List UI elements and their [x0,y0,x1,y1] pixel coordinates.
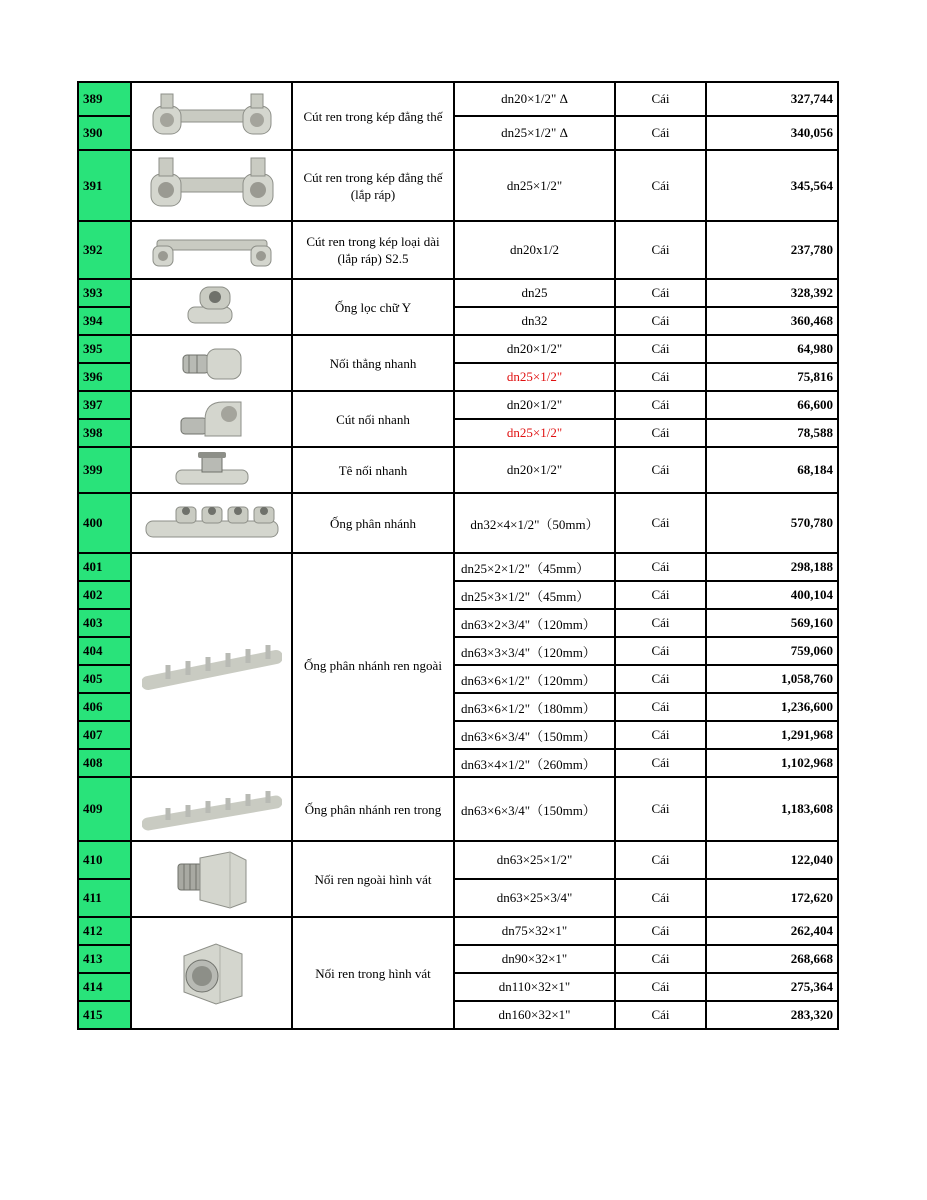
price: 1,236,600 [706,693,838,721]
spec: dn63×25×1/2" [454,841,615,879]
long-double-elbow-icon [147,228,277,272]
row-number: 400 [78,493,131,553]
unit: Cái [615,221,706,279]
row-number: 398 [78,419,131,447]
price: 122,040 [706,841,838,879]
price: 268,668 [706,945,838,973]
unit: Cái [615,307,706,335]
price: 360,468 [706,307,838,335]
unit: Cái [615,493,706,553]
row-number: 389 [78,82,131,116]
spec: dn75×32×1" [454,917,615,945]
price-table [77,81,839,1030]
unit: Cái [615,581,706,609]
unit: Cái [615,879,706,917]
spec: dn63×4×1/2"（260mm） [454,749,615,777]
unit: Cái [615,150,706,221]
row-number: 407 [78,721,131,749]
product-image-cell [131,221,292,279]
product-image-cell [131,391,292,447]
price: 64,980 [706,335,838,363]
product-name: Ống phân nhánh ren trong [292,777,454,841]
spec: dn25×1/2" [454,363,615,391]
price: 400,104 [706,581,838,609]
spec: dn32 [454,307,615,335]
spec: dn20×1/2" [454,335,615,363]
row-number: 413 [78,945,131,973]
product-name: Ống phân nhánh ren ngoài [292,553,454,777]
unit: Cái [615,1001,706,1029]
product-name: Ống lọc chữ Y [292,279,454,335]
unit: Cái [615,917,706,945]
row-number: 405 [78,665,131,693]
table-row [78,777,838,841]
table-row [78,82,838,116]
unit: Cái [615,637,706,665]
row-number: 401 [78,553,131,581]
unit: Cái [615,419,706,447]
male-thread-adapter-icon [172,846,252,912]
row-number: 409 [78,777,131,841]
spec: dn63×2×3/4"（120mm） [454,609,615,637]
unit: Cái [615,693,706,721]
product-image-cell [131,335,292,391]
double-elbow-fitting-icon [147,90,277,142]
price: 172,620 [706,879,838,917]
quick-tee-icon [172,450,252,490]
unit: Cái [615,447,706,493]
product-name: Ống phân nhánh [292,493,454,553]
row-number: 406 [78,693,131,721]
row-number: 402 [78,581,131,609]
table-row [78,553,838,581]
spec: dn63×3×3/4"（120mm） [454,637,615,665]
manifold-pipe-icon [142,499,282,547]
product-image-cell [131,447,292,493]
price: 569,160 [706,609,838,637]
manifold-male-thread-icon [142,635,282,695]
unit: Cái [615,82,706,116]
unit: Cái [615,841,706,879]
row-number: 390 [78,116,131,150]
price: 283,320 [706,1001,838,1029]
price: 1,291,968 [706,721,838,749]
price: 1,183,608 [706,777,838,841]
manifold-female-thread-icon [142,784,282,834]
spec: dn20×1/2" [454,447,615,493]
row-number: 393 [78,279,131,307]
product-name: Cút nối nhanh [292,391,454,447]
row-number: 403 [78,609,131,637]
price: 275,364 [706,973,838,1001]
price: 328,392 [706,279,838,307]
product-name: Nối ren ngoài hình vát [292,841,454,917]
spec: dn32×4×1/2"（50mm） [454,493,615,553]
product-name: Nối thẳng nhanh [292,335,454,391]
spec: dn63×25×3/4" [454,879,615,917]
spec: dn25×2×1/2"（45mm） [454,553,615,581]
row-number: 408 [78,749,131,777]
product-image-cell [131,917,292,1029]
price: 1,102,968 [706,749,838,777]
unit: Cái [615,609,706,637]
row-number: 395 [78,335,131,363]
spec: dn63×6×1/2"（180mm） [454,693,615,721]
product-name: Cút ren trong kép loại dài (lắp ráp) S2.5 [292,221,454,279]
unit: Cái [615,553,706,581]
unit: Cái [615,391,706,419]
unit: Cái [615,363,706,391]
spec: dn25×3×1/2"（45mm） [454,581,615,609]
table-row [78,221,838,279]
unit: Cái [615,749,706,777]
spec: dn25×1/2" Δ [454,116,615,150]
price: 759,060 [706,637,838,665]
table-row [78,279,838,307]
spec: dn25×1/2" [454,419,615,447]
product-image-cell [131,493,292,553]
row-number: 410 [78,841,131,879]
double-elbow-assembled-icon [147,156,277,216]
table-row [78,150,838,221]
table-row [78,447,838,493]
row-number: 397 [78,391,131,419]
spec: dn63×6×3/4"（150mm） [454,721,615,749]
table-row [78,335,838,363]
table-row [78,391,838,419]
unit: Cái [615,335,706,363]
product-name: Cút ren trong kép đẳng thế [292,82,454,150]
product-name: Cút ren trong kép đẳng thế (lắp ráp) [292,150,454,221]
quick-straight-coupling-icon [177,341,247,385]
row-number: 412 [78,917,131,945]
product-image-cell [131,279,292,335]
spec: dn90×32×1" [454,945,615,973]
row-number: 394 [78,307,131,335]
unit: Cái [615,116,706,150]
spec: dn63×6×3/4"（150mm） [454,777,615,841]
price: 75,816 [706,363,838,391]
row-number: 391 [78,150,131,221]
spec: dn25 [454,279,615,307]
product-image-cell [131,841,292,917]
product-image-cell [131,777,292,841]
price: 1,058,760 [706,665,838,693]
row-number: 392 [78,221,131,279]
product-name: Nối ren trong hình vát [292,917,454,1029]
row-number: 411 [78,879,131,917]
product-image-cell [131,150,292,221]
spec: dn110×32×1" [454,973,615,1001]
price: 66,600 [706,391,838,419]
y-strainer-icon [182,283,242,331]
price: 262,404 [706,917,838,945]
female-thread-adapter-icon [172,936,252,1010]
row-number: 404 [78,637,131,665]
unit: Cái [615,973,706,1001]
table-row [78,917,838,945]
price: 298,188 [706,553,838,581]
unit: Cái [615,665,706,693]
price: 237,780 [706,221,838,279]
unit: Cái [615,721,706,749]
unit: Cái [615,777,706,841]
row-number: 399 [78,447,131,493]
price: 345,564 [706,150,838,221]
price: 340,056 [706,116,838,150]
spec: dn160×32×1" [454,1001,615,1029]
price: 68,184 [706,447,838,493]
price: 327,744 [706,82,838,116]
table-row [78,493,838,553]
row-number: 414 [78,973,131,1001]
price: 570,780 [706,493,838,553]
price: 78,588 [706,419,838,447]
quick-elbow-icon [177,396,247,442]
spec: dn20x1/2 [454,221,615,279]
unit: Cái [615,279,706,307]
spec: dn63×6×1/2"（120mm） [454,665,615,693]
row-number: 396 [78,363,131,391]
product-image-cell [131,553,292,777]
unit: Cái [615,945,706,973]
spec: dn25×1/2" [454,150,615,221]
row-number: 415 [78,1001,131,1029]
product-name: Tê nối nhanh [292,447,454,493]
product-image-cell [131,82,292,150]
spec: dn20×1/2" [454,391,615,419]
spec: dn20×1/2" Δ [454,82,615,116]
table-row [78,841,838,879]
